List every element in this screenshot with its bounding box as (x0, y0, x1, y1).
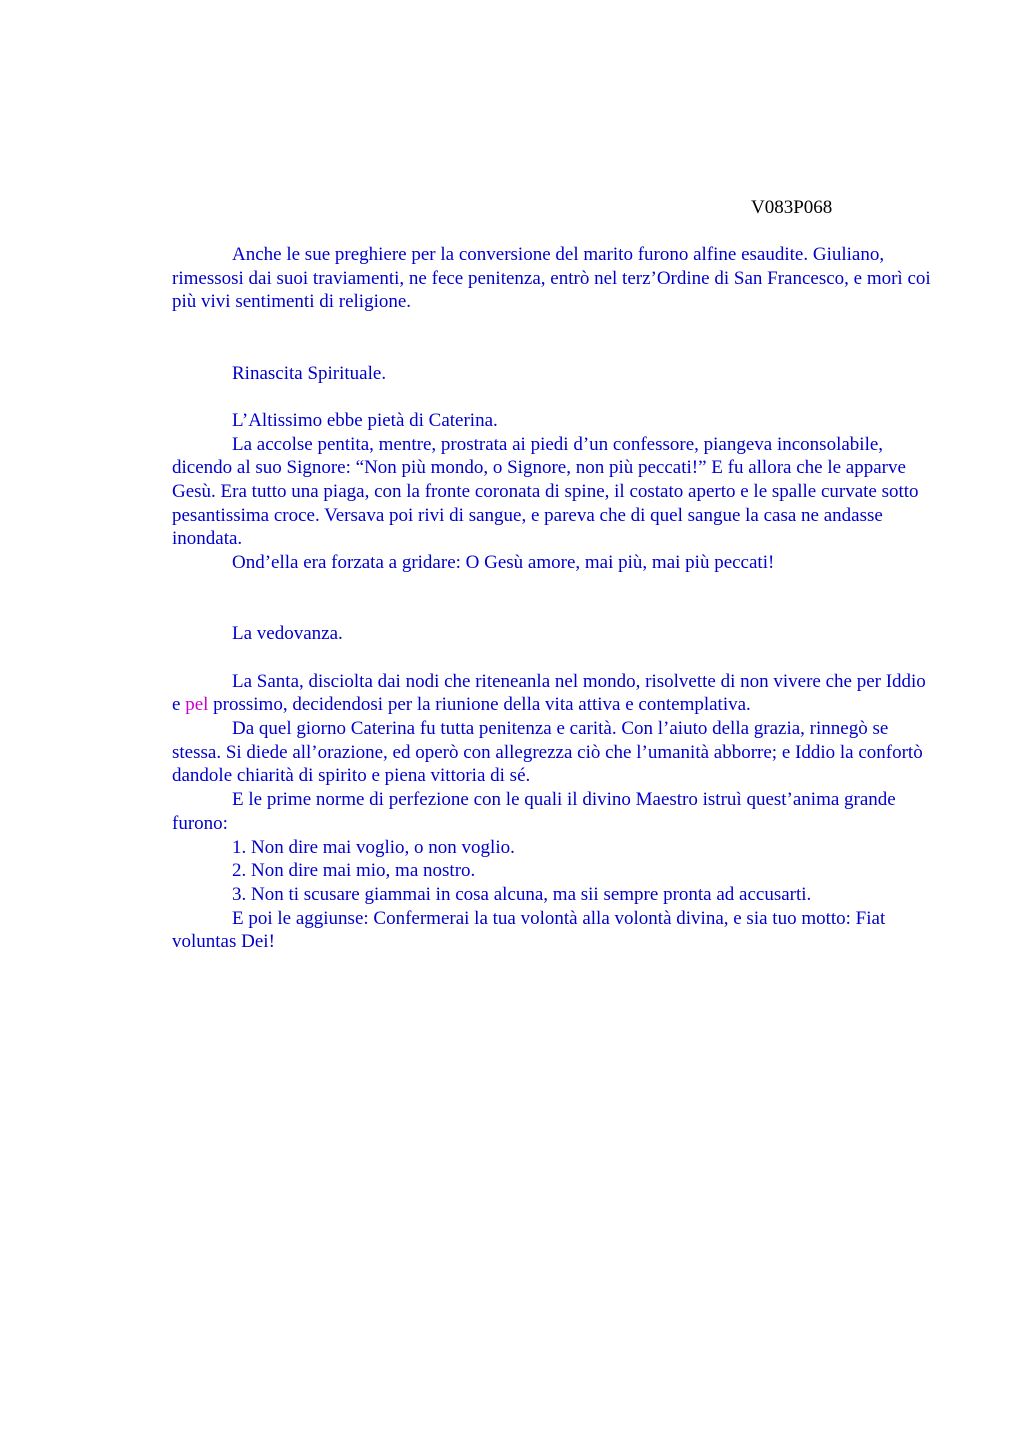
page-id: V083P068 (751, 197, 833, 218)
paragraph: La accolse pentita, mentre, prostrata ai piedi d’un confessore, piangeva inconsolabile, dicendo al suo Signore: “Non più mondo, o Signore, non più peccati!” E fu allora che le apparve Gesù. Era tutto una piaga, con la fronte coronata di spine, il costato aperto e le spalle curvate sotto pesantissima croce. Versava poi rivi di sangue, e pareva che di quel sangue la casa ne andasse inondata. (172, 433, 919, 550)
section-heading-rinascita: Rinascita Spirituale. (232, 362, 387, 384)
paragraph: L’Altissimo ebbe pietà di Caterina. (232, 409, 498, 431)
spacer (172, 646, 932, 670)
paragraph: E poi le aggiunse: Confermerai la tua volontà alla volontà divina, e sia tuo motto: Fiat voluntas Dei! (172, 907, 886, 953)
rule-item: 3. Non ti scusare giammai in cosa alcuna, ma sii sempre pronta ad accusarti. (232, 883, 812, 905)
rule-item: 1. Non dire mai voglio, o non voglio. (232, 836, 515, 858)
rule-item: 2. Non dire mai mio, ma nostro. (232, 860, 476, 882)
document-body (172, 243, 932, 954)
paragraph: E le prime norme di perfezione con le quali il divino Maestro istruì quest’anima grande furono: (172, 789, 896, 834)
spacer (172, 575, 932, 622)
paragraph: Da quel giorno Caterina fu tutta penitenza e carità. Con l’aiuto della grazia, rinnegò se stessa. Si diede all’orazione, ed operò con allegrezza ciò che l’umanità abborre; e Iddio la confortò dandole chiarità di spirito e piena vittoria di sé. (172, 718, 923, 787)
spacer (172, 385, 932, 409)
text-run: La Santa, disciolta dai nodi che riteneanla nel mondo, risolvette di non vivere che per Iddio e (172, 670, 926, 716)
intro-paragraph: Anche le sue preghiere per la conversione del marito furono alfine esaudite. Giuliano, rimessosi dai suoi traviamenti, ne fece penitenza, entrò nel terz’Ordine di San Francesco, e morì coi più vivi sentimenti di religione. (172, 244, 931, 313)
text-run: prossimo, decidendosi per la riunione della vita attiva e contemplativa. (208, 694, 751, 716)
paragraph (172, 670, 932, 717)
section-heading-vedovanza: La vedovanza. (232, 623, 343, 645)
spacer (172, 314, 932, 361)
paragraph: Ond’ella era forzata a gridare: O Gesù amore, mai più, mai più peccati! (232, 552, 775, 574)
highlighted-word: pel (185, 694, 209, 716)
